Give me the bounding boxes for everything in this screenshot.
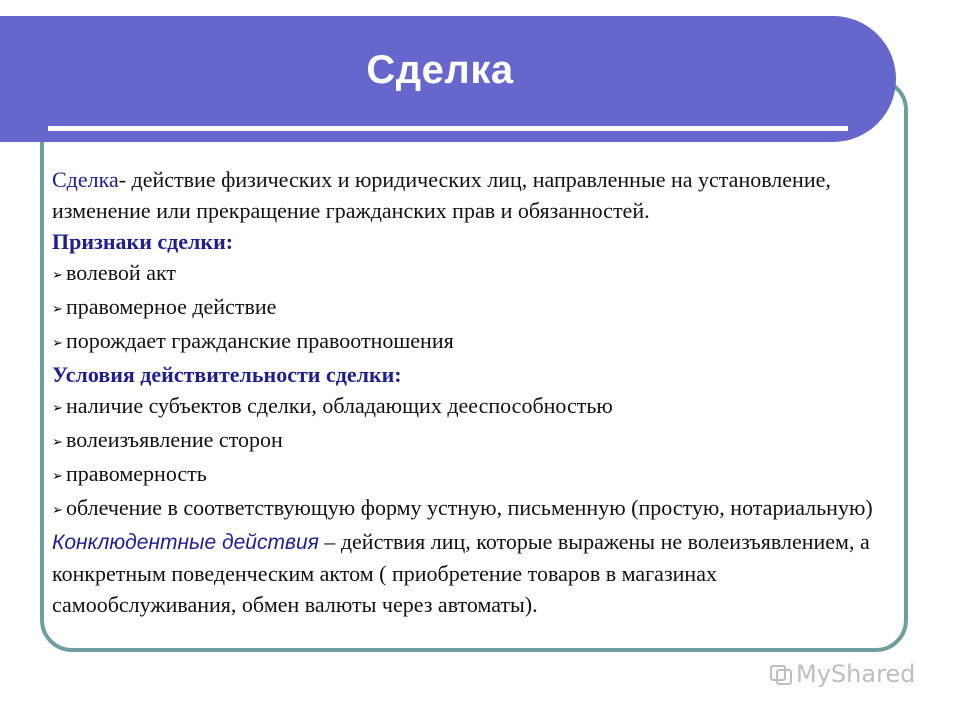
list-item-text: порождает гражданские правоотношения: [66, 328, 454, 353]
list-item-text: правомерное действие: [66, 294, 277, 319]
conclusive-term: Конклюдентные действия: [52, 531, 319, 554]
slide-title: Сделка: [366, 48, 514, 92]
arrowhead-bullet-icon: ➢: [52, 468, 63, 483]
list-item: [52, 257, 902, 291]
validity-heading: Условия действительности сделки:: [52, 362, 402, 387]
list-item-text: облечение в соответствующую форму устную, письменную (простую, нотариальную): [66, 495, 873, 520]
arrowhead-bullet-icon: ➢: [52, 434, 63, 449]
list-item-text: волевой акт: [66, 260, 176, 285]
arrowhead-bullet-icon: ➢: [52, 400, 63, 415]
arrowhead-bullet-icon: ➢: [52, 301, 63, 316]
list-item: [52, 325, 902, 359]
definition-term: Сделка: [52, 167, 119, 192]
title-underline: [48, 126, 848, 131]
conclusive-text: – действия лиц, которые выражены не волеизъявлением, а конкретным поведенческим актом ( приобретение товаров в магазинах самообслуживания, обмен валюты через автоматы).: [52, 529, 870, 617]
definition-paragraph: [52, 164, 902, 226]
list-item: [52, 390, 902, 424]
list-item-text: правомерность: [66, 461, 207, 486]
list-item: [52, 458, 902, 492]
slide-body: [52, 164, 902, 620]
arrowhead-bullet-icon: ➢: [52, 335, 63, 350]
watermark-text: MyShared: [796, 660, 916, 688]
definition-text: - действие физических и юридических лиц, направленные на установление, изменение или прекращение гражданских прав и обязанностей.: [52, 167, 831, 223]
conclusive-paragraph: [52, 526, 902, 620]
features-heading: Признаки сделки:: [52, 229, 234, 254]
myshared-logo-icon: [770, 663, 792, 685]
watermark: [770, 660, 915, 688]
list-item: [52, 492, 902, 526]
list-item-text: наличие субъектов сделки, обладающих дееспособностью: [66, 393, 613, 418]
list-item: [52, 424, 902, 458]
arrowhead-bullet-icon: ➢: [52, 267, 63, 282]
arrowhead-bullet-icon: ➢: [52, 502, 63, 517]
list-item-text: волеизъявление сторон: [66, 427, 283, 452]
list-item: [52, 291, 902, 325]
